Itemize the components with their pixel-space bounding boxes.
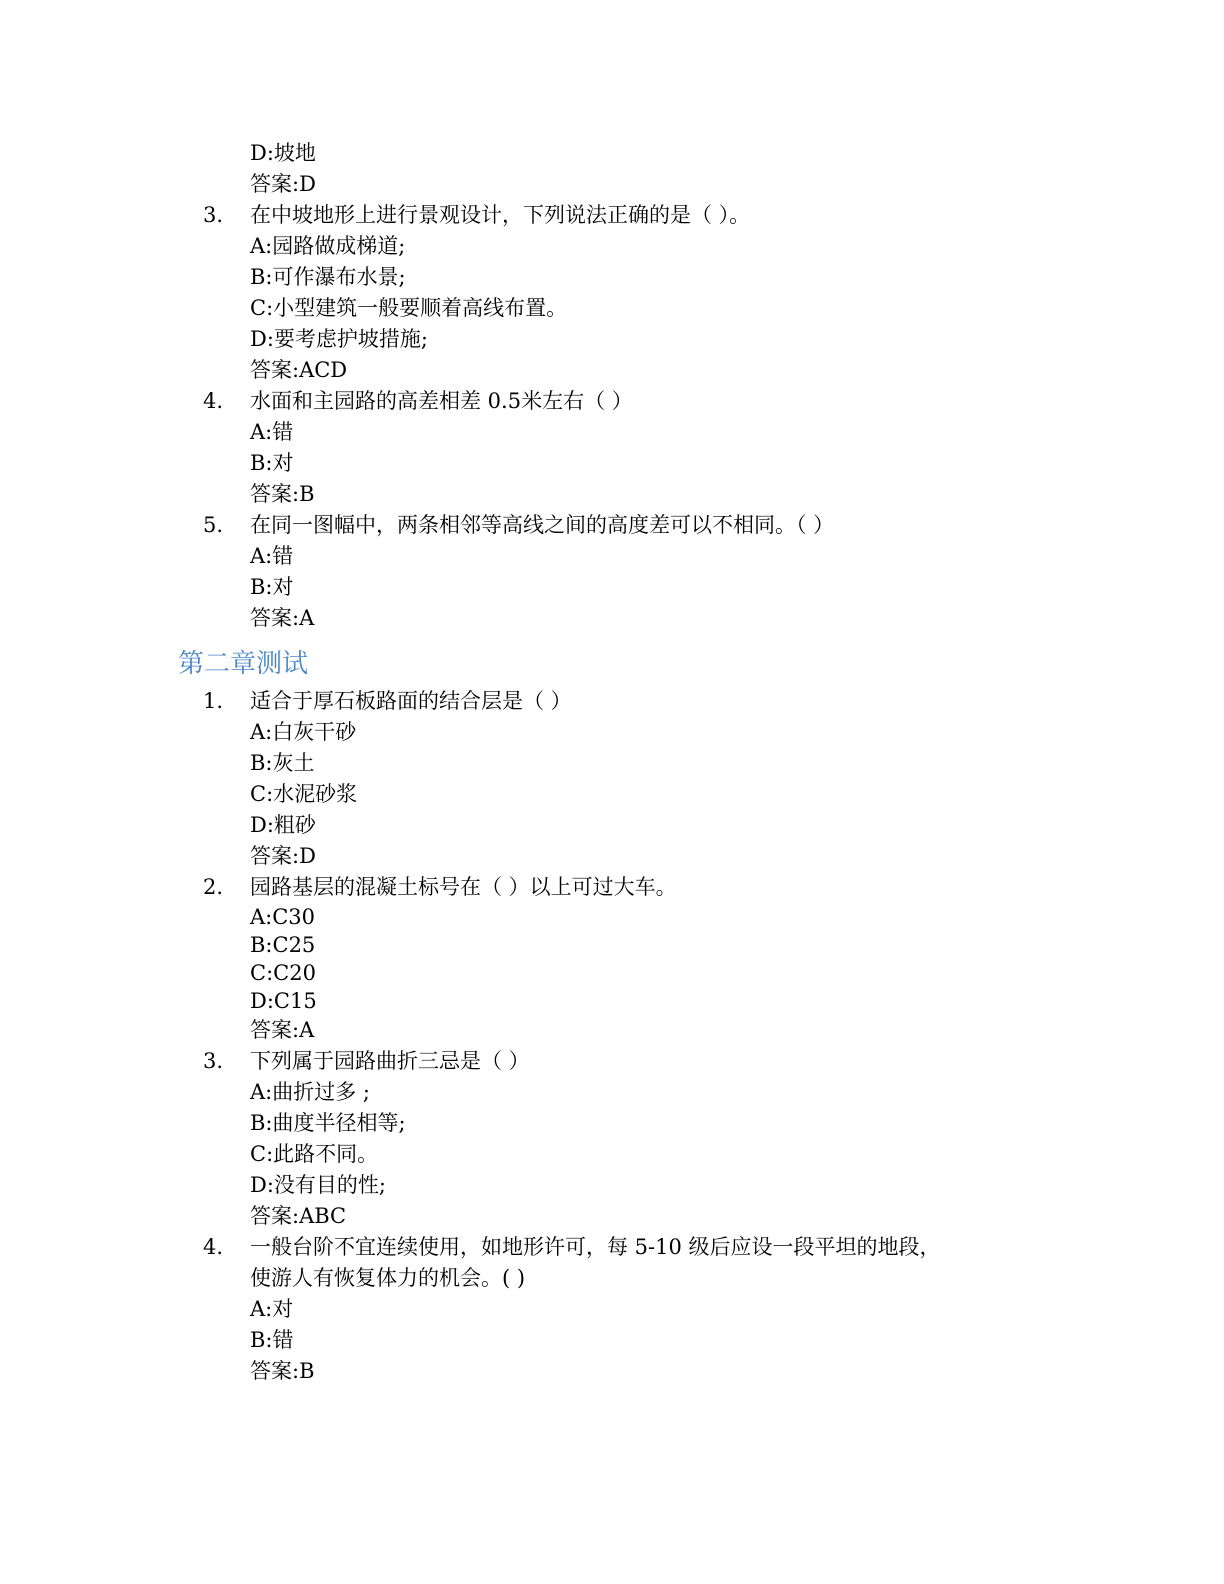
answer: 答案:B: [250, 482, 315, 506]
question-text: 园路基层的混凝土标号在（ ）以上可过大车。: [250, 875, 677, 899]
question-3: [0, 1046, 1224, 1077]
answer: 答案:D: [250, 844, 316, 868]
option-c: C:C20: [250, 961, 316, 985]
option-a: A:园路做成梯道;: [250, 234, 406, 258]
question-text: 在中坡地形上进行景观设计，下列说法正确的是（ ）。: [250, 203, 751, 227]
option-c: C:水泥砂浆: [250, 782, 358, 806]
document-page: [0, 138, 1224, 1387]
option-a: A:曲折过多 ;: [250, 1080, 370, 1104]
option-b: B:灰土: [250, 751, 315, 775]
option-d: D:没有目的性;: [250, 1173, 386, 1197]
answer: 答案:A: [250, 606, 315, 630]
option-a: A:错: [250, 420, 294, 444]
option-a: A:白灰干砂: [250, 720, 357, 744]
option-a: A:错: [250, 544, 294, 568]
question-number: 5.: [203, 513, 224, 537]
option-d: D:C15: [250, 989, 317, 1013]
question-number: 3.: [203, 203, 224, 227]
question-text: 适合于厚石板路面的结合层是（ ）: [250, 689, 572, 713]
option-c: C:小型建筑一般要顺着高线布置。: [250, 296, 568, 320]
option-c: C:此路不同。: [250, 1142, 379, 1166]
option-b: B:对: [250, 575, 294, 599]
question-text: 水面和主园路的高差相差 0.5米左右（ ）: [250, 389, 633, 413]
option-b: B:C25: [250, 933, 316, 957]
question-text-continued: 使游人有恢复体力的机会。( ): [250, 1266, 526, 1290]
question-number: 3.: [203, 1049, 224, 1073]
question-3: [0, 200, 1224, 231]
question-number: 1.: [203, 689, 224, 713]
question-1: [0, 686, 1224, 717]
question-4: [0, 386, 1224, 417]
option-a: A:C30: [250, 905, 316, 929]
question-text: 下列属于园路曲折三忌是（ ）: [250, 1049, 530, 1073]
option-d: D:粗砂: [250, 813, 316, 837]
option-a: A:对: [250, 1297, 294, 1321]
answer: 答案:B: [250, 1359, 315, 1383]
question-4: [0, 1232, 1224, 1263]
option-d: D:要考虑护坡措施;: [250, 327, 428, 351]
chapter-heading: 第二章测试: [178, 649, 309, 679]
question-number: 4.: [203, 1235, 224, 1259]
question-2: [0, 872, 1224, 903]
option-b: B:曲度半径相等;: [250, 1111, 406, 1135]
option-b: B:可作瀑布水景;: [250, 265, 406, 289]
option-d: D:坡地: [250, 141, 316, 165]
answer: 答案:A: [250, 1018, 315, 1042]
answer: 答案:ABC: [250, 1204, 347, 1228]
answer: 答案:ACD: [250, 358, 348, 382]
answer: 答案:D: [250, 172, 316, 196]
option-b: B:错: [250, 1328, 294, 1352]
question-number: 4.: [203, 389, 224, 413]
question-text: 在同一图幅中，两条相邻等高线之间的高度差可以不相同。（ ）: [250, 513, 835, 537]
option-b: B:对: [250, 451, 294, 475]
question-text: 一般台阶不宜连续使用，如地形许可，每 5-10 级后应设一段平坦的地段，: [250, 1235, 941, 1259]
question-5: [0, 510, 1224, 541]
question-number: 2.: [203, 875, 224, 899]
